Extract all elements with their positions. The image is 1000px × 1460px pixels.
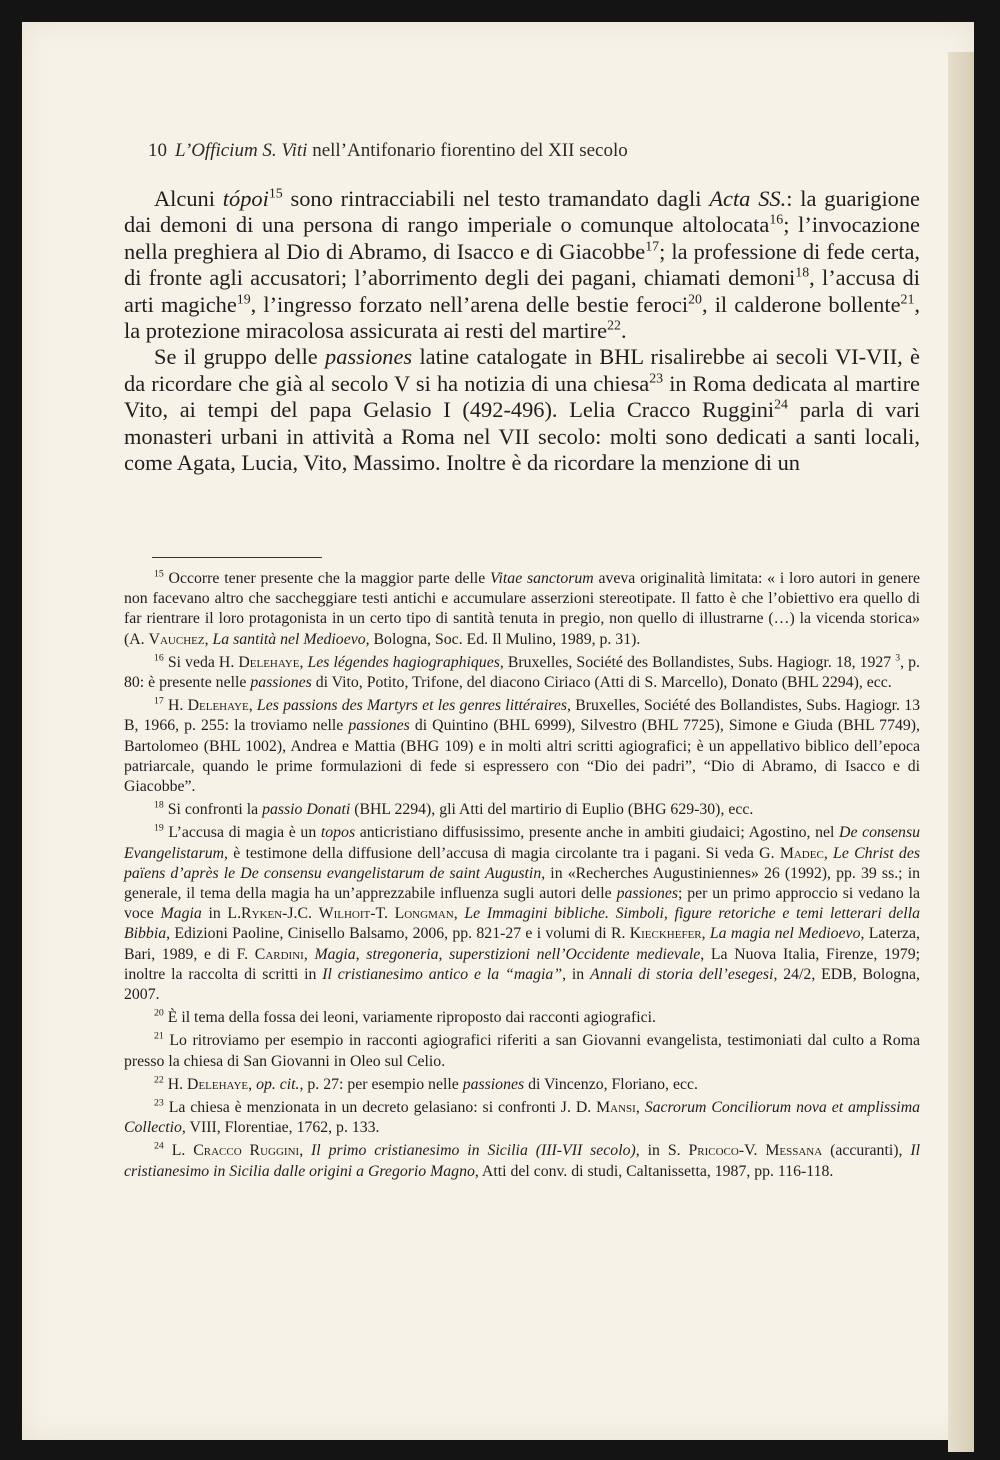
text-run: Wilhoit — [318, 905, 371, 923]
footnote-24 — [124, 1141, 920, 1181]
text-run: , Bologna, Soc. Ed. Il Mulino, 1989, p. 31). — [365, 630, 641, 648]
text-run: Les légendes hagiographiques — [307, 653, 500, 671]
text-run: 18 — [154, 799, 164, 811]
text-run: -T. — [370, 905, 395, 923]
text-run: . — [620, 318, 627, 344]
text-run: , Laterza, Bari, 1989, e di F. — [124, 925, 920, 963]
text-run: 16 — [769, 212, 784, 228]
text-run: (accuranti), — [822, 1142, 911, 1160]
text-run: Mansi — [596, 1099, 636, 1117]
text-run: 15 — [268, 186, 283, 202]
text-run: , p. 27: per esempio nelle — [299, 1075, 463, 1093]
text-run: passio Donati — [262, 801, 351, 819]
text-run: op. cit. — [256, 1075, 300, 1093]
paragraph-1 — [124, 186, 920, 344]
text-run: , — [701, 925, 710, 943]
text-run: Messana — [765, 1142, 823, 1160]
text-run: 21 — [900, 292, 915, 308]
text-run: 21 — [154, 1031, 164, 1043]
paragraph-2 — [124, 344, 920, 476]
text-run: , — [248, 697, 257, 715]
text-run: , — [453, 905, 465, 923]
text-run: È il tema della fossa dei leoni, variamente riproposto dai racconti agiografici. — [163, 1009, 656, 1027]
text-run: , — [823, 844, 834, 862]
footnote-21 — [124, 1031, 920, 1071]
text-run: Si confronti la — [163, 801, 263, 819]
text-run: Magia — [160, 905, 202, 923]
page-edge — [948, 52, 974, 1452]
text-run: Sacrorum Conciliorum nova et amplissima Collectio — [124, 1099, 921, 1137]
text-run: -J.C. — [282, 905, 319, 923]
text-run: di Vincenzo, Floriano, ecc. — [524, 1075, 698, 1093]
text-run: passiones — [325, 344, 413, 370]
text-run: passiones — [348, 717, 410, 735]
text-run: ; la professione di fede certa, di fronte agli accusatori; l’aborrimento degli dei pagani, chiamati demoni — [124, 238, 920, 291]
text-run: parla di vari monasteri urbani in attività a Roma nel VII secolo: molti sono dedicati a santi locali, come Agata, Lucia, Vito, Massimo. Inoltre è da ricordare la menzione di un — [124, 397, 920, 476]
text-run: , — [303, 945, 315, 963]
text-run: 16 — [154, 652, 164, 664]
text-run: , è testimone della diffusione dell’accusa di magia circolante tra i pagani. Si veda G. — [224, 844, 780, 862]
text-run: 19 — [236, 292, 251, 308]
footnote-23 — [124, 1098, 920, 1138]
text-run: tópoi — [222, 186, 269, 211]
text-run: , Edizioni Paoline, Cinisello Balsamo, 2006, pp. 821-27 e i volumi di R. — [166, 925, 630, 943]
text-run: Delehaye — [187, 1075, 249, 1093]
main-text — [124, 186, 920, 476]
text-run: , — [248, 1075, 257, 1093]
footnote-17 — [124, 696, 920, 797]
text-run: , l’ingresso forzato nell’arena delle bestie feroci — [250, 291, 689, 317]
text-run: Vauchez — [148, 630, 205, 648]
footnote-separator — [152, 557, 322, 558]
header-title-rest: nell’Antifonario fiorentino del XII secolo — [307, 140, 628, 161]
text-run: 17 — [154, 695, 164, 707]
text-run: in L. — [201, 905, 242, 923]
text-run: latine catalogate in BHL risalirebbe ai secoli VI-VII, è da ricordare che già al secolo V si ha notizia di una chiesa — [124, 344, 920, 396]
text-run: aveva originalità limitata: « i loro autori in genere non facevano altro che saccheggiare testi antichi e accumulare asserzioni stereotipate. Il fatto è che l’obiettivo era quello di far rientrare il loro protagonista in un certo tipo di santità tenuta in pregio, non quello di illustrarne (…) la vicenda storica» (A. — [124, 570, 921, 648]
text-run: , Bruxelles, Société des Bollandistes, Subs. Hagiogr. 18, 1927 — [499, 653, 896, 671]
text-run: passiones — [250, 674, 312, 692]
text-run: passiones — [462, 1075, 525, 1093]
text-run: Madec — [779, 844, 824, 862]
text-run: L’accusa di magia è un — [163, 824, 321, 842]
text-run: , Bruxelles, Société des Bollandistes, Subs. Hagiogr. 13 B, 1966, p. 255: la troviamo nelle — [124, 697, 921, 735]
page-number: 10 — [148, 140, 167, 161]
text-run: Ryken — [241, 905, 283, 923]
text-run: 24 — [774, 397, 788, 413]
text-run: Magia, stregoneria, superstizioni nell’Occidente medievale — [314, 945, 701, 963]
text-run: , VIII, Florentiae, 1762, p. 133. — [181, 1119, 380, 1137]
text-run: Delehaye — [238, 653, 300, 671]
text-run: , La Nuova Italia, Firenze, 1979; inoltre la raccolta di scritti in — [124, 945, 920, 983]
text-run: ; per un primo approccio si vedano la voce — [124, 885, 920, 923]
footnote-19 — [124, 823, 920, 1005]
text-run: H. — [163, 1075, 188, 1093]
text-run: 23 — [649, 371, 664, 387]
footnote-20 — [124, 1008, 920, 1028]
text-run: La santità nel Medioevo — [212, 630, 366, 648]
text-run: , — [635, 1099, 645, 1117]
text-run: Alcuni — [154, 186, 223, 211]
text-run: La chiesa è menzionata in un decreto gelasiano: si confronti J. D. — [163, 1099, 597, 1117]
text-run: 17 — [645, 239, 660, 255]
text-run: ; l’invocazione nella preghiera al Dio di Abramo, di Isacco e di Giacobbe — [124, 212, 920, 264]
text-run: Lo ritroviamo per esempio in racconti agiografici riferiti a san Giovanni evangelista, testimoniati dal culto a Roma presso la chiesa di San Giovanni in Oleo sul Celio. — [124, 1032, 920, 1070]
footnote-16 — [124, 653, 920, 693]
text-run: (BHL 2294), gli Atti del martirio di Euplio (BHG 629-30), ecc. — [350, 801, 754, 819]
text-run: 18 — [795, 265, 810, 281]
text-run: Vitae sanctorum — [490, 570, 594, 587]
text-run: 23 — [154, 1097, 164, 1109]
text-run: Se il gruppo delle — [154, 344, 326, 370]
text-run: , — [204, 630, 213, 648]
text-run: , — [299, 1142, 312, 1160]
text-run: Le Immagini bibliche. Simboli, figure retoriche e temi letterari della Bibbia — [124, 905, 920, 943]
text-run: , l’accusa di arti magiche — [124, 265, 920, 317]
text-run: in Roma dedicata al martire Vito, ai tempi del papa Gelasio I (492-496). Lelia Cracco Ruggini — [124, 370, 920, 423]
text-run: 22 — [154, 1074, 164, 1086]
text-run: 15 — [154, 568, 164, 580]
text-run: 3 — [895, 652, 901, 664]
text-run: L. — [163, 1142, 194, 1160]
text-run: Il cristianesimo antico e la “magia” — [322, 965, 563, 983]
text-run: Acta SS. — [709, 186, 787, 211]
header-title-italic: L’Officium S. Viti — [175, 140, 308, 161]
text-run: , il calderone bollente — [701, 291, 901, 317]
footnotes — [124, 569, 920, 1185]
text-run: , Atti del conv. di studi, Caltanissetta, 1987, pp. 116-118. — [474, 1162, 834, 1180]
text-run: Kieckhefer — [629, 925, 702, 943]
text-run: , in — [562, 965, 591, 983]
text-run: La magia nel Medioevo — [709, 925, 861, 943]
text-run: De consensu Evangelistarum — [124, 824, 920, 862]
text-run: Cardini — [254, 945, 304, 963]
text-run: anticristiano diffusissimo, presente anche in ambiti giudaici; Agostino, nel — [355, 824, 840, 842]
text-run: 22 — [607, 318, 621, 334]
text-run: di Vito, Potito, Trifone, del diacono Ciriaco (Atti di S. Marcello), Donato (BHL 2294), ecc. — [311, 674, 892, 692]
text-run: sono rintracciabili nel testo tramandato dagli — [282, 186, 710, 211]
text-run: : la guarigione dai demoni di una persona di rango imperiale o comunque altolocata — [124, 186, 921, 238]
text-run: Le Christ des païens d’après le De consensu evangelistarum de saint Augustin — [124, 844, 920, 882]
text-run: Longman — [394, 905, 454, 923]
text-run: Occorre tener presente che la maggior parte delle — [163, 570, 491, 587]
footnote-22 — [124, 1075, 920, 1095]
text-run: 24 — [154, 1141, 164, 1153]
text-run: Si veda H. — [163, 653, 239, 671]
text-run: topos — [320, 824, 356, 842]
text-run: Delehaye — [187, 697, 249, 715]
text-run: 20 — [154, 1008, 164, 1019]
text-run: , 24/2, EDB, Bologna, 2007. — [124, 965, 920, 1004]
text-run: 20 — [688, 292, 702, 308]
text-run: passiones — [616, 885, 678, 903]
text-run: Il cristianesimo in Sicilia dalle origini a Gregorio Magno — [124, 1142, 920, 1180]
text-run: -V. — [738, 1142, 766, 1160]
text-run: Il primo cristianesimo in Sicilia (III-VII secolo) — [311, 1142, 636, 1160]
text-run: di Quintino (BHL 6999), Silvestro (BHL 7725), Simone e Giuda (BHL 7749), Bartolomeo (BHL 1002), Andrea e Mattia (BHG 109) e in molti altri scritti agiografici; è un appellativo biblico dell’epoca patriarcale, quando le prime formulazioni di fede si espressero con “Dio dei padri”, “Dio di Abramo, di Isacco e di Giacobbe”. — [124, 717, 920, 796]
text-run: Pricoco — [688, 1142, 739, 1160]
text-run: 19 — [154, 823, 164, 835]
text-run: , in «Recherches Augustiniennes» 26 (1992), pp. 39 ss.; in generale, il tema della magia ha un’apprezzabile influenza sugli autori delle — [124, 864, 920, 903]
running-header — [148, 140, 628, 162]
text-run: Cracco Ruggini — [193, 1142, 300, 1160]
footnote-15 — [124, 569, 920, 650]
text-run: Les passions des Martyrs et les genres littéraires — [256, 697, 568, 715]
text-run: Annali di storia dell’esegesi — [590, 965, 774, 983]
text-run: , la protezione miracolosa assicurata ai resti del martire — [124, 291, 920, 344]
text-run: H. — [163, 697, 188, 715]
footnote-18 — [124, 800, 920, 820]
text-run: , in S. — [635, 1142, 689, 1160]
text-run: , p. 80: è presente nelle — [124, 653, 921, 692]
text-run: , — [299, 653, 308, 671]
